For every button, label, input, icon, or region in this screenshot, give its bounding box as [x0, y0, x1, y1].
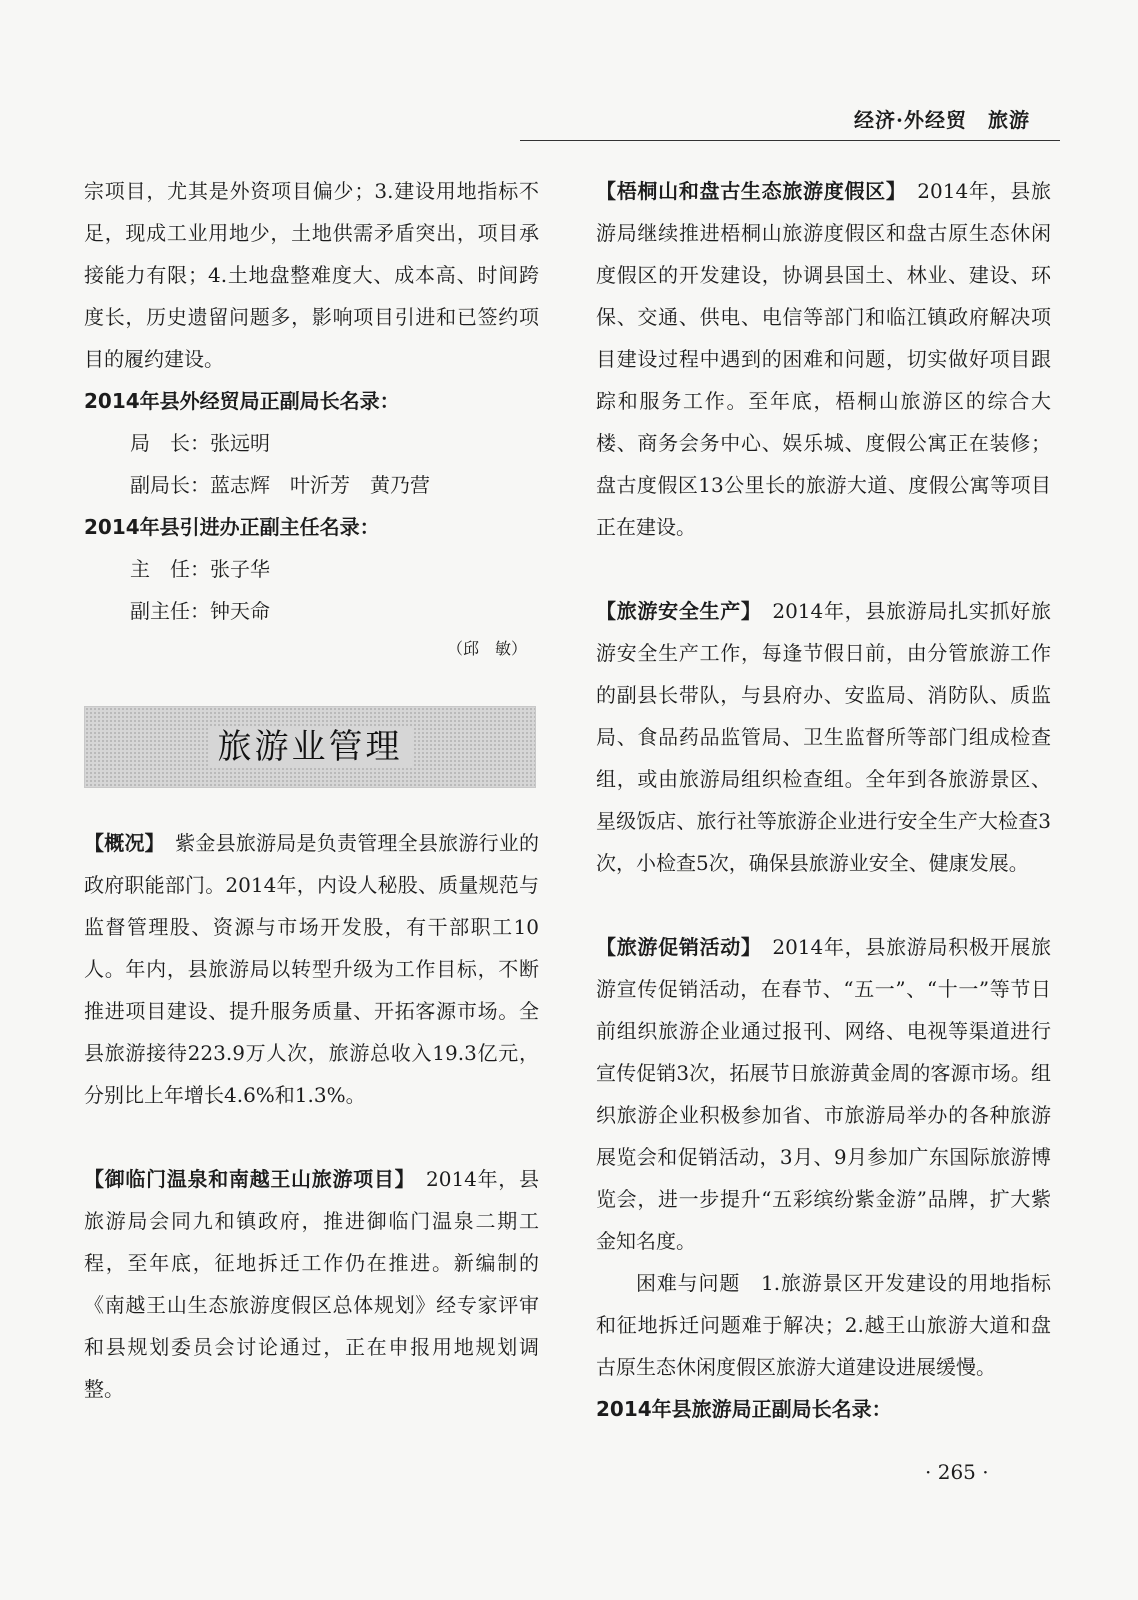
yulinmen-paragraph [84, 1158, 539, 1410]
continuation-paragraph: 宗项目，尤其是外资项目偏少；3.建设用地指标不足，现成工业用地少，土地供需矛盾突出，项目承接能力有限；4.土地盘整难度大、成本高、时间跨度长，历史遗留问题多，影响项目引进和已签约项目的履约建设。 [84, 179, 539, 371]
left-column [84, 170, 539, 1410]
promotion-heading: 【旅游促销活动】 [596, 935, 752, 959]
overview-body: 紫金县旅游局是负责管理全县旅游行业的政府职能部门。2014年，内设人秘股、质量规范与监督管理股、资源与市场开发股，有干部职工10人。年内，县旅游局以转型升级为工作目标，不断推进项目建设、提升服务质量、开拓客源市场。全县旅游接待223.9万人次，旅游总收入19.3亿元，分别比上年增长4.6%和1.3%。 [84, 831, 540, 1107]
promotion-body: 2014年，县旅游局积极开展旅游宣传促销活动，在春节、“五一”、“十一”等节日前组织旅游企业通过报刊、网络、电视等渠道进行宣传促销3次，拓展节日旅游黄金周的客源市场。组织旅游企业积极参加省、市旅游局举办的各种旅游展览会和促销活动，3月、9月参加广东国际旅游博览会，进一步提升“五彩缤纷紫金游”品牌，扩大紫金知名度。 [596, 935, 1052, 1253]
safety-body: 2014年，县旅游局扎实抓好旅游安全生产工作，每逢节假日前，由分管旅游工作的副县长带队，与县府办、安监局、消防队、质监局、食品药品监管局、卫生监督所等部门组成检查组，或由旅游局组织检查组。全年到各旅游景区、星级饭店、旅行社等旅游企业进行安全生产大检查3次，小检查5次，确保县旅游业安全、健康发展。 [596, 599, 1052, 875]
issues-body: 1.旅游景区开发建设的用地指标和征地拆迁问题难于解决；2.越王山旅游大道和盘古原生态休闲度假区旅游大道建设进展缓慢。 [596, 1271, 1051, 1379]
wutong-body: 2014年，县旅游局继续推进梧桐山旅游度假区和盘古原生态休闲度假区的开发建设，协调县国土、林业、建设、环保、交通、供电、电信等部门和临江镇政府解决项目建设过程中遇到的困难和问题，切实做好项目跟踪和服务工作。至年底，梧桐山旅游区的综合大楼、商务会务中心、娱乐城、度假公寓正在装修；盘古度假区13公里长的旅游大道、度假公寓等项目正在建设。 [596, 179, 1052, 539]
wutong-paragraph [596, 170, 1051, 548]
overview-heading: 【概况】 [84, 831, 155, 855]
roster-line-deputy-chief: 副主任：钟天命 [130, 599, 270, 623]
right-column [596, 170, 1051, 1430]
promotion-paragraph [596, 926, 1051, 1262]
roster-line-director: 局 长：张远明 [130, 431, 270, 455]
yulinmen-heading: 【御临门温泉和南越王山旅游项目】 [84, 1167, 406, 1191]
author-credit: （邱 敏） [446, 639, 527, 658]
section-banner [84, 706, 536, 788]
wutong-heading: 【梧桐山和盘古生态旅游度假区】 [596, 179, 897, 203]
roster-title-foreign-trade: 2014年县外经贸局正副局长名录： [84, 389, 400, 413]
section-label: 经济·外经贸 旅游 [854, 108, 1030, 132]
page-number: · 265 · [925, 1460, 989, 1484]
roster-line-deputy-directors: 副局长：蓝志辉 叶沂芳 黄乃营 [130, 473, 430, 497]
safety-paragraph [596, 590, 1051, 884]
issues-heading: 困难与问题 [636, 1271, 741, 1295]
roster-line-chief: 主 任：张子华 [130, 557, 270, 581]
safety-heading: 【旅游安全生产】 [596, 599, 752, 623]
section-title: 旅游业管理 [208, 726, 413, 768]
overview-paragraph [84, 822, 539, 1116]
issues-paragraph [596, 1262, 1051, 1388]
roster-title-tourism-bureau: 2014年县旅游局正副局长名录： [596, 1397, 892, 1421]
running-header [520, 100, 1060, 141]
yulinmen-body: 2014年，县旅游局会同九和镇政府，推进御临门温泉二期工程，至年底，征地拆迁工作仍在推进。新编制的《南越王山生态旅游度假区总体规划》经专家评审和县规划委员会讨论通过，正在申报用地规划调整。 [84, 1167, 540, 1401]
roster-title-investment-office: 2014年县引进办正副主任名录： [84, 515, 380, 539]
